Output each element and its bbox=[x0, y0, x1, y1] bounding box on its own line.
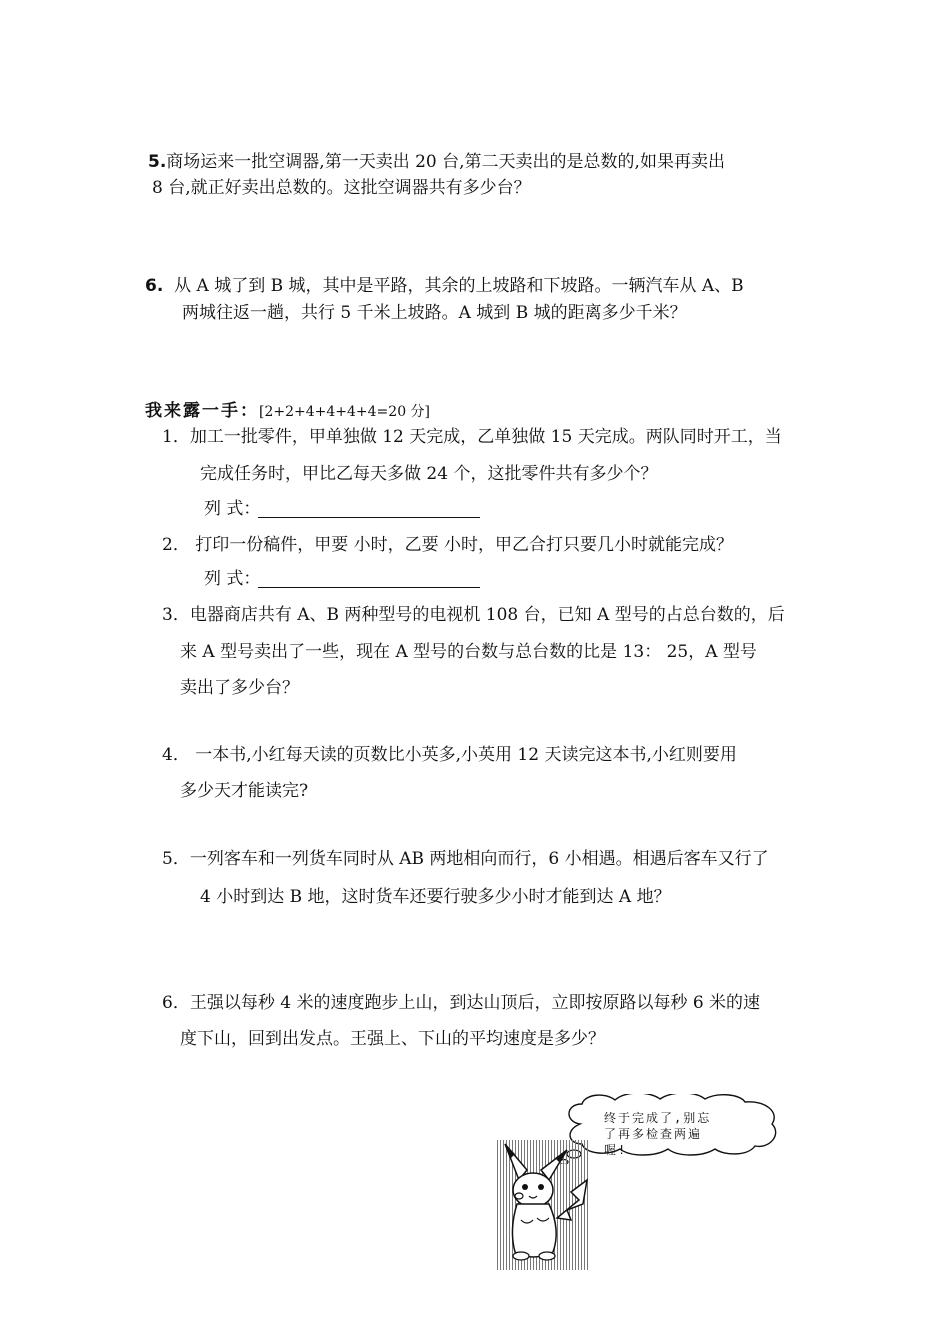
item3-line3: 卖出了多少台？ bbox=[180, 678, 299, 698]
q5-line2: 8 台,就正好卖出总数的。这批空调器共有多少台？ bbox=[152, 178, 531, 198]
q6-text-1: 从 A 城了到 B 城，其中是平路，其余的上坡路和下坡路。一辆汽车从 A、B bbox=[174, 276, 744, 296]
item1-formula-label: 列 式： bbox=[204, 499, 261, 519]
q6-line2: 两城往返一趟，共行 5 千米上坡路。A 城到 B 城的距离多少千米？ bbox=[182, 303, 687, 323]
item2-answer-blank[interactable] bbox=[258, 587, 480, 588]
bubble-line1: 终于完成了,别忘 bbox=[604, 1111, 712, 1125]
item1-line2: 完成任务时，甲比乙每天多做 24 个，这批零件共有多少个？ bbox=[200, 464, 658, 484]
bubble-line3: 喔! bbox=[604, 1143, 628, 1157]
item1-line1: 1．加工一批零件，甲单独做 12 天完成，乙单独做 15 天完成。两队同时开工，当 bbox=[162, 427, 782, 447]
item1-answer-blank[interactable] bbox=[258, 517, 480, 518]
item2-line1: 2． 打印一份稿件，甲要 小时，乙要 小时，甲乙合打只要几小时就能完成？ bbox=[162, 535, 734, 555]
item4-line1: 4． 一本书,小红每天读的页数比小英多,小英用 12 天读完这本书,小红则要用 bbox=[162, 745, 737, 765]
section-score: [2+2+4+4+4+4=20 分] bbox=[259, 404, 431, 420]
item6-line2: 度下山，回到出发点。王强上、下山的平均速度是多少？ bbox=[180, 1029, 605, 1049]
section-title: 我来露一手： bbox=[145, 401, 259, 421]
q5-text-1: 商场运来一批空调器,第一天卖出 20 台,第二天卖出的是总数的,如果再卖出 bbox=[166, 152, 725, 172]
section-header bbox=[145, 400, 430, 423]
item5-line1: 5．一列客车和一列货车同时从 AB 两地相向而行，6 小相遇。相遇后客车又行了 bbox=[162, 849, 769, 869]
bubble-line2: 了再多检查两遍 bbox=[604, 1127, 703, 1141]
q6-line1 bbox=[145, 275, 744, 297]
q5-line1 bbox=[148, 151, 725, 173]
item3-line1: 3．电器商店共有 A、B 两种型号的电视机 108 台，已知 A 型号的占总台数的，后 bbox=[162, 605, 785, 625]
q5-number: 5. bbox=[148, 152, 167, 172]
item6-line1: 6．王强以每秒 4 米的速度跑步上山，到达山顶后，立即按原路以每秒 6 米的速 bbox=[162, 993, 761, 1013]
item4-line2: 多少天才能读完? bbox=[180, 781, 309, 801]
item5-line2: 4 小时到达 B 地，这时货车还要行驶多少小时才能到达 A 地？ bbox=[200, 887, 671, 907]
q6-number: 6. bbox=[145, 276, 164, 296]
speech-bubble bbox=[560, 1094, 782, 1156]
item2-formula-label: 列 式： bbox=[204, 569, 261, 589]
item3-line2: 来 A 型号卖出了一些，现在 A 型号的台数与总台数的比是 13： 25，A 型号 bbox=[180, 642, 757, 662]
pikachu-illustration-icon bbox=[497, 1140, 589, 1270]
